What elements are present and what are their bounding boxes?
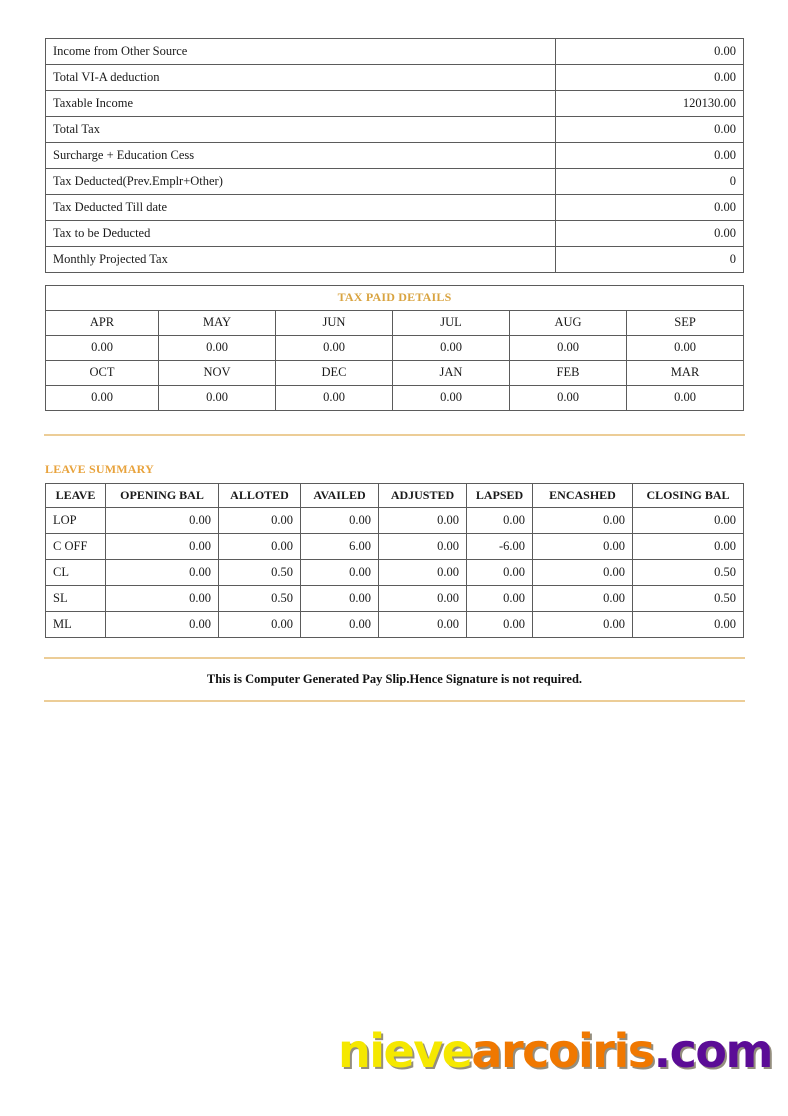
leave-availed-value: 0.00	[301, 508, 379, 534]
tax-paid-month-label: OCT	[46, 361, 159, 386]
leave-opening-bal-value: 0.00	[106, 560, 219, 586]
leave-summary-column-header: CLOSING BAL	[633, 484, 744, 508]
leave-closing-bal-value: 0.50	[633, 586, 744, 612]
leave-summary-column-header: OPENING BAL	[106, 484, 219, 508]
tax-paid-month-label: DEC	[276, 361, 393, 386]
leave-lapsed-value: 0.00	[467, 508, 533, 534]
tax-summary-row	[46, 247, 744, 273]
tax-paid-amount: 0.00	[46, 386, 159, 411]
leave-type-label: C OFF	[46, 534, 106, 560]
tax-summary-row	[46, 143, 744, 169]
leave-type-label: ML	[46, 612, 106, 638]
leave-summary-row	[46, 586, 744, 612]
tax-paid-month-label: APR	[46, 311, 159, 336]
leave-alloted-value: 0.00	[219, 508, 301, 534]
tax-paid-title-row	[46, 286, 744, 311]
leave-lapsed-value: -6.00	[467, 534, 533, 560]
tax-summary-row	[46, 195, 744, 221]
tax-summary-row	[46, 221, 744, 247]
tax-paid-month-label: MAY	[159, 311, 276, 336]
leave-summary-row	[46, 534, 744, 560]
tax-summary-label: Total VI-A deduction	[46, 65, 556, 91]
tax-paid-amount: 0.00	[46, 336, 159, 361]
tax-summary-label: Surcharge + Education Cess	[46, 143, 556, 169]
leave-type-label: SL	[46, 586, 106, 612]
footer-divider-bottom	[44, 700, 745, 702]
leave-summary-column-header: LAPSED	[467, 484, 533, 508]
leave-summary-column-header: ADJUSTED	[379, 484, 467, 508]
tax-summary-label: Tax Deducted(Prev.Emplr+Other)	[46, 169, 556, 195]
leave-alloted-value: 0.50	[219, 586, 301, 612]
tax-summary-label: Tax to be Deducted	[46, 221, 556, 247]
leave-summary-table	[45, 483, 744, 638]
leave-closing-bal-value: 0.00	[633, 508, 744, 534]
leave-availed-value: 0.00	[301, 586, 379, 612]
tax-paid-amount: 0.00	[393, 336, 510, 361]
tax-summary-value: 0	[556, 169, 744, 195]
leave-type-label: LOP	[46, 508, 106, 534]
leave-closing-bal-value: 0.00	[633, 534, 744, 560]
leave-adjusted-value: 0.00	[379, 612, 467, 638]
leave-summary-row	[46, 560, 744, 586]
tax-paid-values-row-2	[46, 386, 744, 411]
leave-encashed-value: 0.00	[533, 560, 633, 586]
tax-summary-row	[46, 91, 744, 117]
leave-opening-bal-value: 0.00	[106, 612, 219, 638]
watermark-part-three: .com	[653, 1024, 772, 1078]
tax-paid-amount: 0.00	[393, 386, 510, 411]
tax-summary-table	[45, 38, 744, 273]
tax-summary-body	[46, 39, 744, 273]
leave-summary-row	[46, 612, 744, 638]
tax-paid-amount: 0.00	[276, 336, 393, 361]
tax-paid-amount: 0.00	[627, 336, 744, 361]
tax-summary-label: Taxable Income	[46, 91, 556, 117]
site-watermark	[338, 1024, 772, 1078]
leave-summary-body	[46, 508, 744, 638]
tax-paid-month-label: SEP	[627, 311, 744, 336]
tax-summary-label: Total Tax	[46, 117, 556, 143]
leave-summary-header-row	[46, 484, 744, 508]
leave-opening-bal-value: 0.00	[106, 508, 219, 534]
leave-lapsed-value: 0.00	[467, 586, 533, 612]
tax-paid-month-label: MAR	[627, 361, 744, 386]
tax-paid-details-title: TAX PAID DETAILS	[46, 286, 744, 311]
leave-adjusted-value: 0.00	[379, 586, 467, 612]
leave-summary-title: LEAVE SUMMARY	[45, 462, 154, 476]
tax-summary-label: Income from Other Source	[46, 39, 556, 65]
tax-paid-amount: 0.00	[159, 336, 276, 361]
leave-encashed-value: 0.00	[533, 534, 633, 560]
leave-summary-column-header: ENCASHED	[533, 484, 633, 508]
leave-summary-column-header: ALLOTED	[219, 484, 301, 508]
footer-divider-top	[44, 657, 745, 659]
tax-paid-amount: 0.00	[159, 386, 276, 411]
leave-summary-column-header: AVAILED	[301, 484, 379, 508]
watermark-part-two: arcoiris	[471, 1024, 654, 1078]
leave-adjusted-value: 0.00	[379, 508, 467, 534]
section-divider-top	[44, 434, 745, 436]
tax-paid-amount: 0.00	[276, 386, 393, 411]
tax-paid-details-table	[45, 285, 744, 411]
tax-paid-amount: 0.00	[627, 386, 744, 411]
tax-paid-month-label: FEB	[510, 361, 627, 386]
tax-summary-row	[46, 39, 744, 65]
leave-summary-row	[46, 508, 744, 534]
leave-alloted-value: 0.00	[219, 612, 301, 638]
leave-opening-bal-value: 0.00	[106, 534, 219, 560]
watermark-part-one: nieve	[338, 1024, 472, 1078]
tax-summary-value: 0.00	[556, 65, 744, 91]
tax-summary-label: Monthly Projected Tax	[46, 247, 556, 273]
leave-summary-column-header: LEAVE	[46, 484, 106, 508]
leave-encashed-value: 0.00	[533, 612, 633, 638]
tax-paid-months-row-2	[46, 361, 744, 386]
leave-lapsed-value: 0.00	[467, 612, 533, 638]
tax-summary-value: 0.00	[556, 195, 744, 221]
tax-paid-month-label: JUN	[276, 311, 393, 336]
leave-closing-bal-value: 0.50	[633, 560, 744, 586]
tax-summary-value: 0.00	[556, 143, 744, 169]
tax-summary-row	[46, 65, 744, 91]
leave-alloted-value: 0.00	[219, 534, 301, 560]
tax-summary-row	[46, 117, 744, 143]
leave-adjusted-value: 0.00	[379, 560, 467, 586]
leave-availed-value: 0.00	[301, 612, 379, 638]
leave-adjusted-value: 0.00	[379, 534, 467, 560]
tax-summary-value: 0	[556, 247, 744, 273]
leave-type-label: CL	[46, 560, 106, 586]
tax-summary-value: 120130.00	[556, 91, 744, 117]
tax-summary-value: 0.00	[556, 117, 744, 143]
tax-summary-label: Tax Deducted Till date	[46, 195, 556, 221]
tax-summary-row	[46, 169, 744, 195]
leave-availed-value: 0.00	[301, 560, 379, 586]
leave-closing-bal-value: 0.00	[633, 612, 744, 638]
tax-paid-values-row-1	[46, 336, 744, 361]
leave-encashed-value: 0.00	[533, 508, 633, 534]
tax-paid-month-label: NOV	[159, 361, 276, 386]
leave-availed-value: 6.00	[301, 534, 379, 560]
tax-paid-months-row-1	[46, 311, 744, 336]
leave-alloted-value: 0.50	[219, 560, 301, 586]
leave-opening-bal-value: 0.00	[106, 586, 219, 612]
leave-lapsed-value: 0.00	[467, 560, 533, 586]
tax-paid-amount: 0.00	[510, 386, 627, 411]
tax-paid-month-label: JAN	[393, 361, 510, 386]
tax-paid-month-label: JUL	[393, 311, 510, 336]
tax-paid-month-label: AUG	[510, 311, 627, 336]
tax-paid-amount: 0.00	[510, 336, 627, 361]
leave-encashed-value: 0.00	[533, 586, 633, 612]
computer-generated-note: This is Computer Generated Pay Slip.Hence Signature is not required.	[206, 672, 583, 686]
tax-summary-value: 0.00	[556, 39, 744, 65]
tax-summary-value: 0.00	[556, 221, 744, 247]
